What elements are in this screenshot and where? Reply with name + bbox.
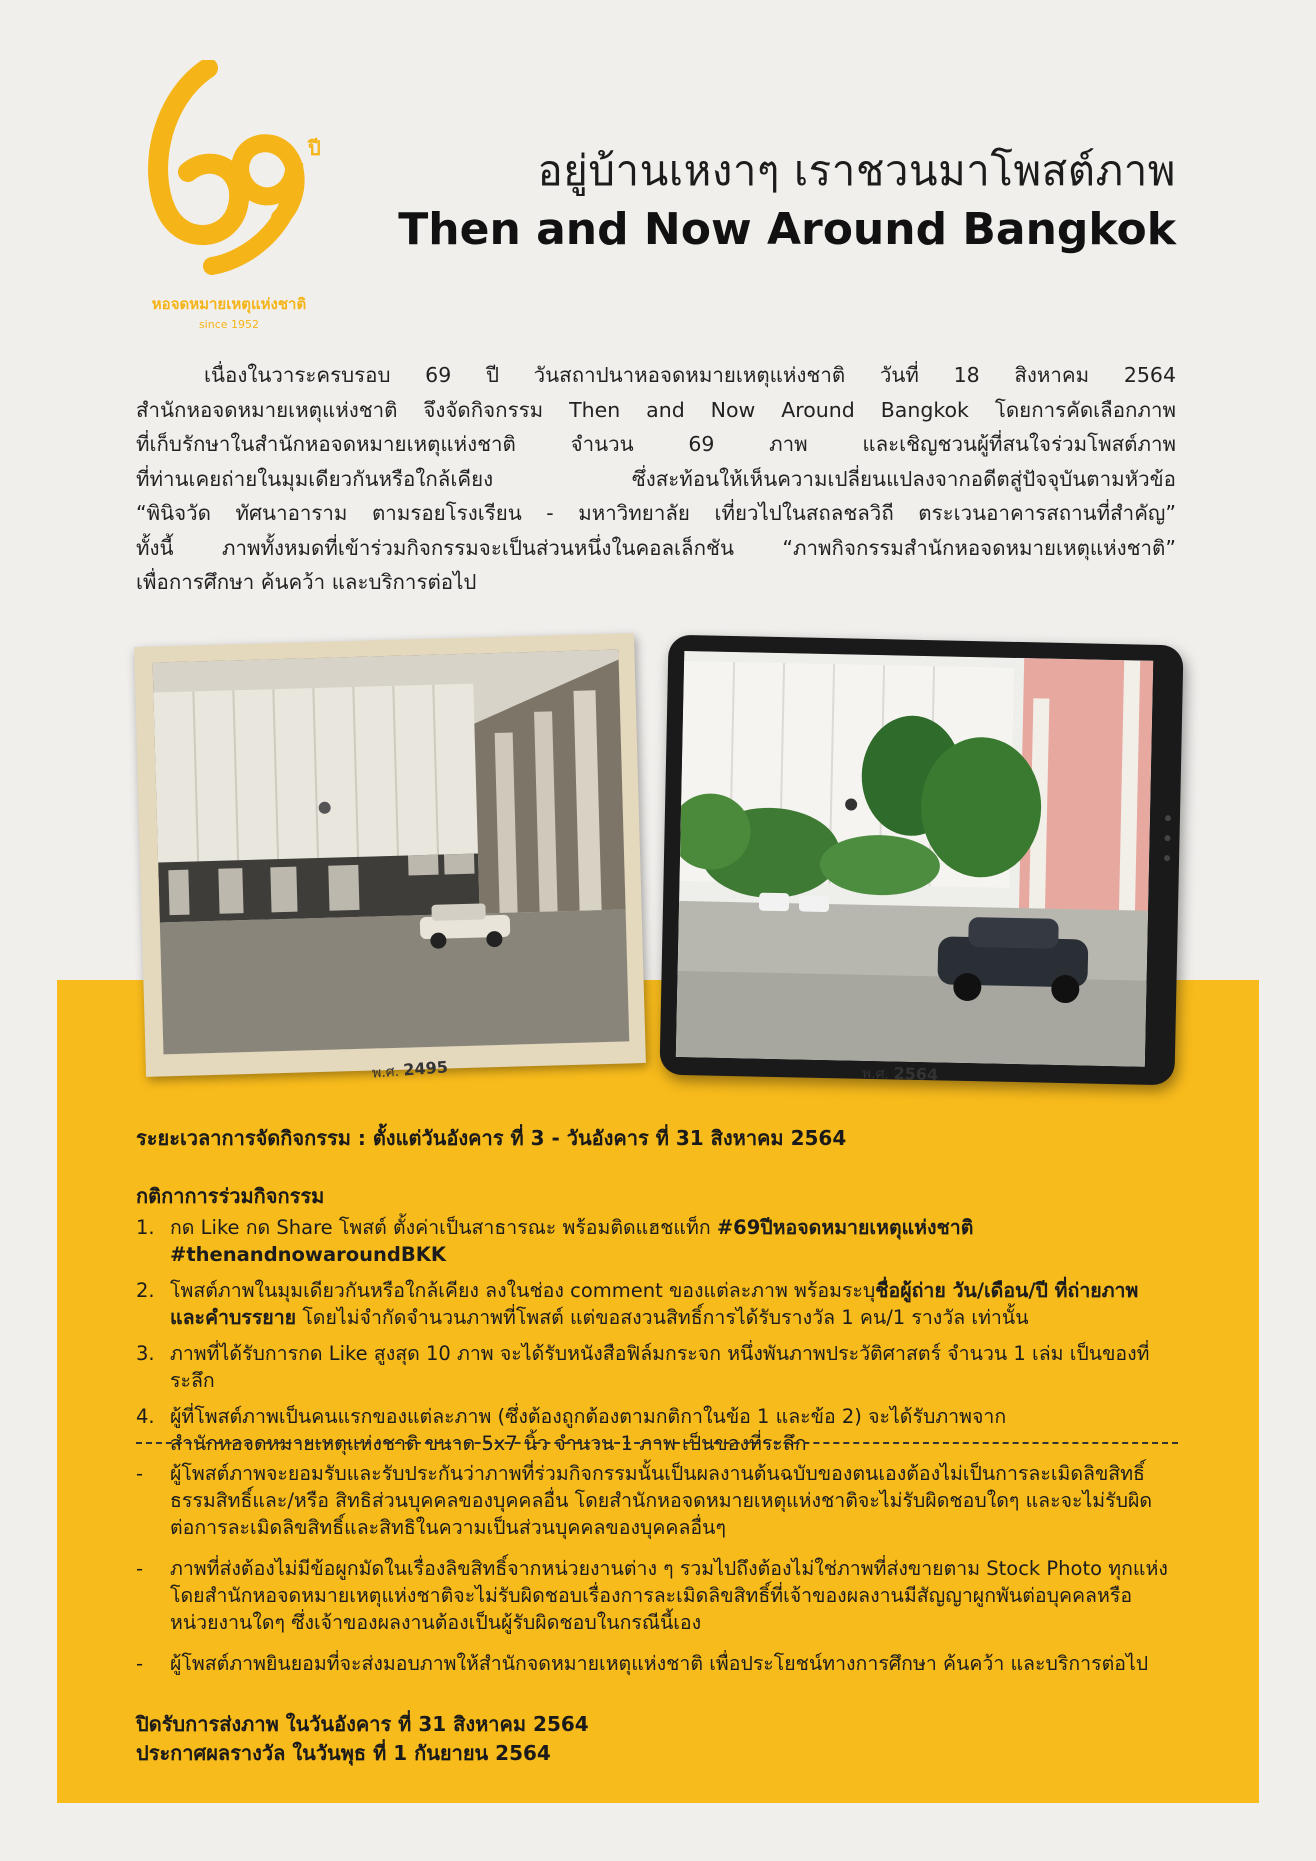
dashed-divider — [136, 1442, 1178, 1444]
rule-item — [136, 1340, 1176, 1394]
intro-paragraph — [136, 358, 1176, 600]
activity-period: ระยะเวลาการจัดกิจกรรม : ตั้งแต่วันอังคาร ที่ 3 - วันอังคาร ที่ 31 สิงหาคม 2564 — [136, 1126, 847, 1150]
rule-number: 2. — [136, 1279, 155, 1302]
rule-text-plain: ผู้ที่โพสต์ภาพเป็นคนแรกของแต่ละภาพ (ซึ่งต้องถูกต้องตามกติกาในข้อ 1 และข้อ 2) จะได้รับภาพจาก — [170, 1405, 1007, 1428]
logo — [130, 60, 330, 340]
new-photo-label: พ.ศ. — [861, 1065, 890, 1083]
tablet-camera-dot — [1164, 855, 1170, 861]
tablet-camera-dot — [1165, 815, 1171, 821]
note-dash: - — [136, 1652, 144, 1675]
old-photo-image — [153, 650, 630, 1055]
rule-text: ภาพที่ได้รับการกด Like สูงสุด 10 ภาพ จะได้รับหนังสือฟิล์มกระจก หนึ่งพันภาพประวัติศาสตร์ จำนวน 1 เล่ม เป็นของที่ระลึก — [170, 1342, 1150, 1392]
rule-text-plain: โดยไม่จำกัดจำนวนภาพที่โพสต์ แต่ขอสงวนสิทธิ์การได้รับรางวัล 1 คน/1 รางวัล เท่านั้น — [296, 1306, 1029, 1329]
rule-text-plain: โพสต์ภาพในมุมเดียวกันหรือใกล้เคียง ลงในช่อง comment ของแต่ละภาพ พร้อมระบุ — [170, 1279, 876, 1302]
rule-hashtag: #69ปีหอจดหมายเหตุแห่งชาติ — [716, 1216, 974, 1239]
rule-text-bold: ชื่อผู้ถ่าย วัน/เดือน/ปี ที่ถ่ายภาพ — [875, 1279, 1139, 1302]
rules-list — [136, 1214, 1176, 1466]
rule-text-plain: สำนักหอจดหมายเหตุแห่งชาติ ขนาด 5x7 นิ้ว จำนวน 1 ภาพ เป็นของที่ระลึก — [170, 1432, 807, 1455]
note-item — [136, 1555, 1176, 1636]
new-photo-caption — [862, 1063, 939, 1088]
new-building-illustration — [676, 651, 1153, 1067]
old-photo-year: 2495 — [402, 1057, 449, 1080]
rule-text — [170, 1277, 1176, 1331]
tablet — [659, 635, 1183, 1086]
old-photo — [134, 633, 646, 1080]
intro-line: สำนักหอจดหมายเหตุแห่งชาติ จึงจัดกิจกรรม Then and Now Around Bangkok โดยการคัดเลือกภาพ — [136, 397, 1176, 422]
rule-number: 1. — [136, 1216, 155, 1239]
note-item — [136, 1460, 1176, 1541]
intro-line: ที่เก็บรักษาในสำนักหอจดหมายเหตุแห่งชาติ จำนวน 69 ภาพ และเชิญชวนผู้ที่สนใจร่วมโพสต์ภาพ — [136, 432, 1176, 456]
old-building-illustration — [153, 650, 630, 1055]
note-item — [136, 1650, 1176, 1677]
logo-since: since 1952 — [198, 318, 260, 331]
rule-hashtag: #thenandnowaroundBKK — [170, 1243, 446, 1266]
note-dash: - — [136, 1462, 144, 1485]
rule-text-bold: และคำบรรยาย — [170, 1306, 297, 1329]
title-english: Then and Now Around Bangkok — [398, 204, 1176, 255]
rule-text — [170, 1403, 1176, 1457]
tablet-screen — [676, 651, 1153, 1067]
rule-item — [136, 1214, 1176, 1268]
intro-line: ทั้งนี้ ภาพทั้งหมดที่เข้าร่วมกิจกรรมจะเป็นส่วนหนึ่งในคอลเล็กชัน “ภาพกิจกรรมสำนักหอจดหมายเหตุแห่งชาติ” — [136, 535, 1176, 560]
result-announcement: ประกาศผลรางวัล ในวันพุธ ที่ 1 กันยายน 2564 — [136, 1741, 551, 1765]
intro-line: เนื่องในวาระครบรอบ 69 ปี วันสถาปนาหอจดหมายเหตุแห่งชาติ วันที่ 18 สิงหาคม 2564 — [204, 363, 1176, 387]
rule-number: 3. — [136, 1342, 155, 1365]
intro-line: ที่ท่านเคยถ่ายในมุมเดียวกันหรือใกล้เคียง ซึ่งสะท้อนให้เห็นความเปลี่ยนแปลงจากอดีตสู่ปัจจุบันตามหัวข้อ — [136, 466, 1176, 491]
rule-text — [170, 1214, 1176, 1268]
tablet-camera-dot — [1164, 835, 1170, 841]
logo-69-mark — [130, 60, 330, 290]
rule-number: 4. — [136, 1405, 155, 1428]
note-text: ผู้โพสต์ภาพจะยอมรับและรับประกันว่าภาพที่ร่วมกิจกรรมนั้นเป็นผลงานต้นฉบับของตนเองต้องไม่เป็นการละเมิดลิขสิทธิ์ ธรรมสิทธิ์และ/หรือ สิทธิส่วนบุคคลของบุคคลอื่น โดยสำนักหอจดหมายเหตุแห่งชาติจะไม่รับผิดชอบใดๆ และจะไม่รับผิดต่อการละเมิดลิขสิทธิ์และสิทธิในความเป็นส่วนบุคคลของบุคคลอื่นๆ — [170, 1462, 1153, 1539]
notes-list — [136, 1460, 1176, 1691]
new-photo-year: 2564 — [893, 1063, 939, 1085]
logo-unit: ปี — [308, 136, 321, 160]
note-text: ผู้โพสต์ภาพยินยอมที่จะส่งมอบภาพให้สำนักจดหมายเหตุแห่งชาติ เพื่อประโยชน์ทางการศึกษา ค้นคว้า และบริการต่อไป — [170, 1652, 1149, 1675]
note-text: ภาพที่ส่งต้องไม่มีข้อผูกมัดในเรื่องลิขสิทธิ์จากหน่วยงานต่าง ๆ รวมไปถึงต้องไม่ใช่ภาพที่ส่งขายตาม Stock Photo ทุกแห่ง โดยสำนักหอจดหมายเหตุแห่งชาติจะไม่รับผิดชอบเรื่องการละเมิดลิขสิทธิ์ที่เจ้าของผลงานมีสัญญาผูกพันต่อบุคคลหรือหน่วยงานใดๆ ซึ่งเจ้าของผลงานต้องเป็นผู้รับผิดชอบในกรณีนี้เอง — [170, 1557, 1168, 1634]
closing-dates — [136, 1710, 589, 1768]
note-dash: - — [136, 1557, 144, 1580]
old-photo-label: พ.ศ. — [371, 1063, 400, 1082]
rule-item — [136, 1277, 1176, 1331]
intro-line: เพื่อการศึกษา ค้นคว้า และบริการต่อไป — [136, 570, 477, 594]
submission-deadline: ปิดรับการส่งภาพ ในวันอังคาร ที่ 31 สิงหาคม 2564 — [136, 1712, 589, 1736]
logo-org-name: หอจดหมายเหตุแห่งชาติ — [151, 295, 307, 313]
title-thai: อยู่บ้านเหงาๆ เราชวนมาโพสต์ภาพ — [537, 146, 1176, 195]
rule-text-plain: กด Like กด Share โพสต์ ตั้งค่าเป็นสาธารณะ พร้อมติดแฮชแท็ก — [170, 1216, 717, 1239]
intro-line: “พินิจวัด ทัศนาอาราม ตามรอยโรงเรียน - มหาวิทยาลัย เที่ยวไปในสถลชลวิถี ตระเวนอาคารสถานที่สำคัญ” — [136, 501, 1176, 525]
rules-heading: กติกาการร่วมกิจกรรม — [136, 1184, 325, 1208]
rule-item — [136, 1403, 1176, 1457]
